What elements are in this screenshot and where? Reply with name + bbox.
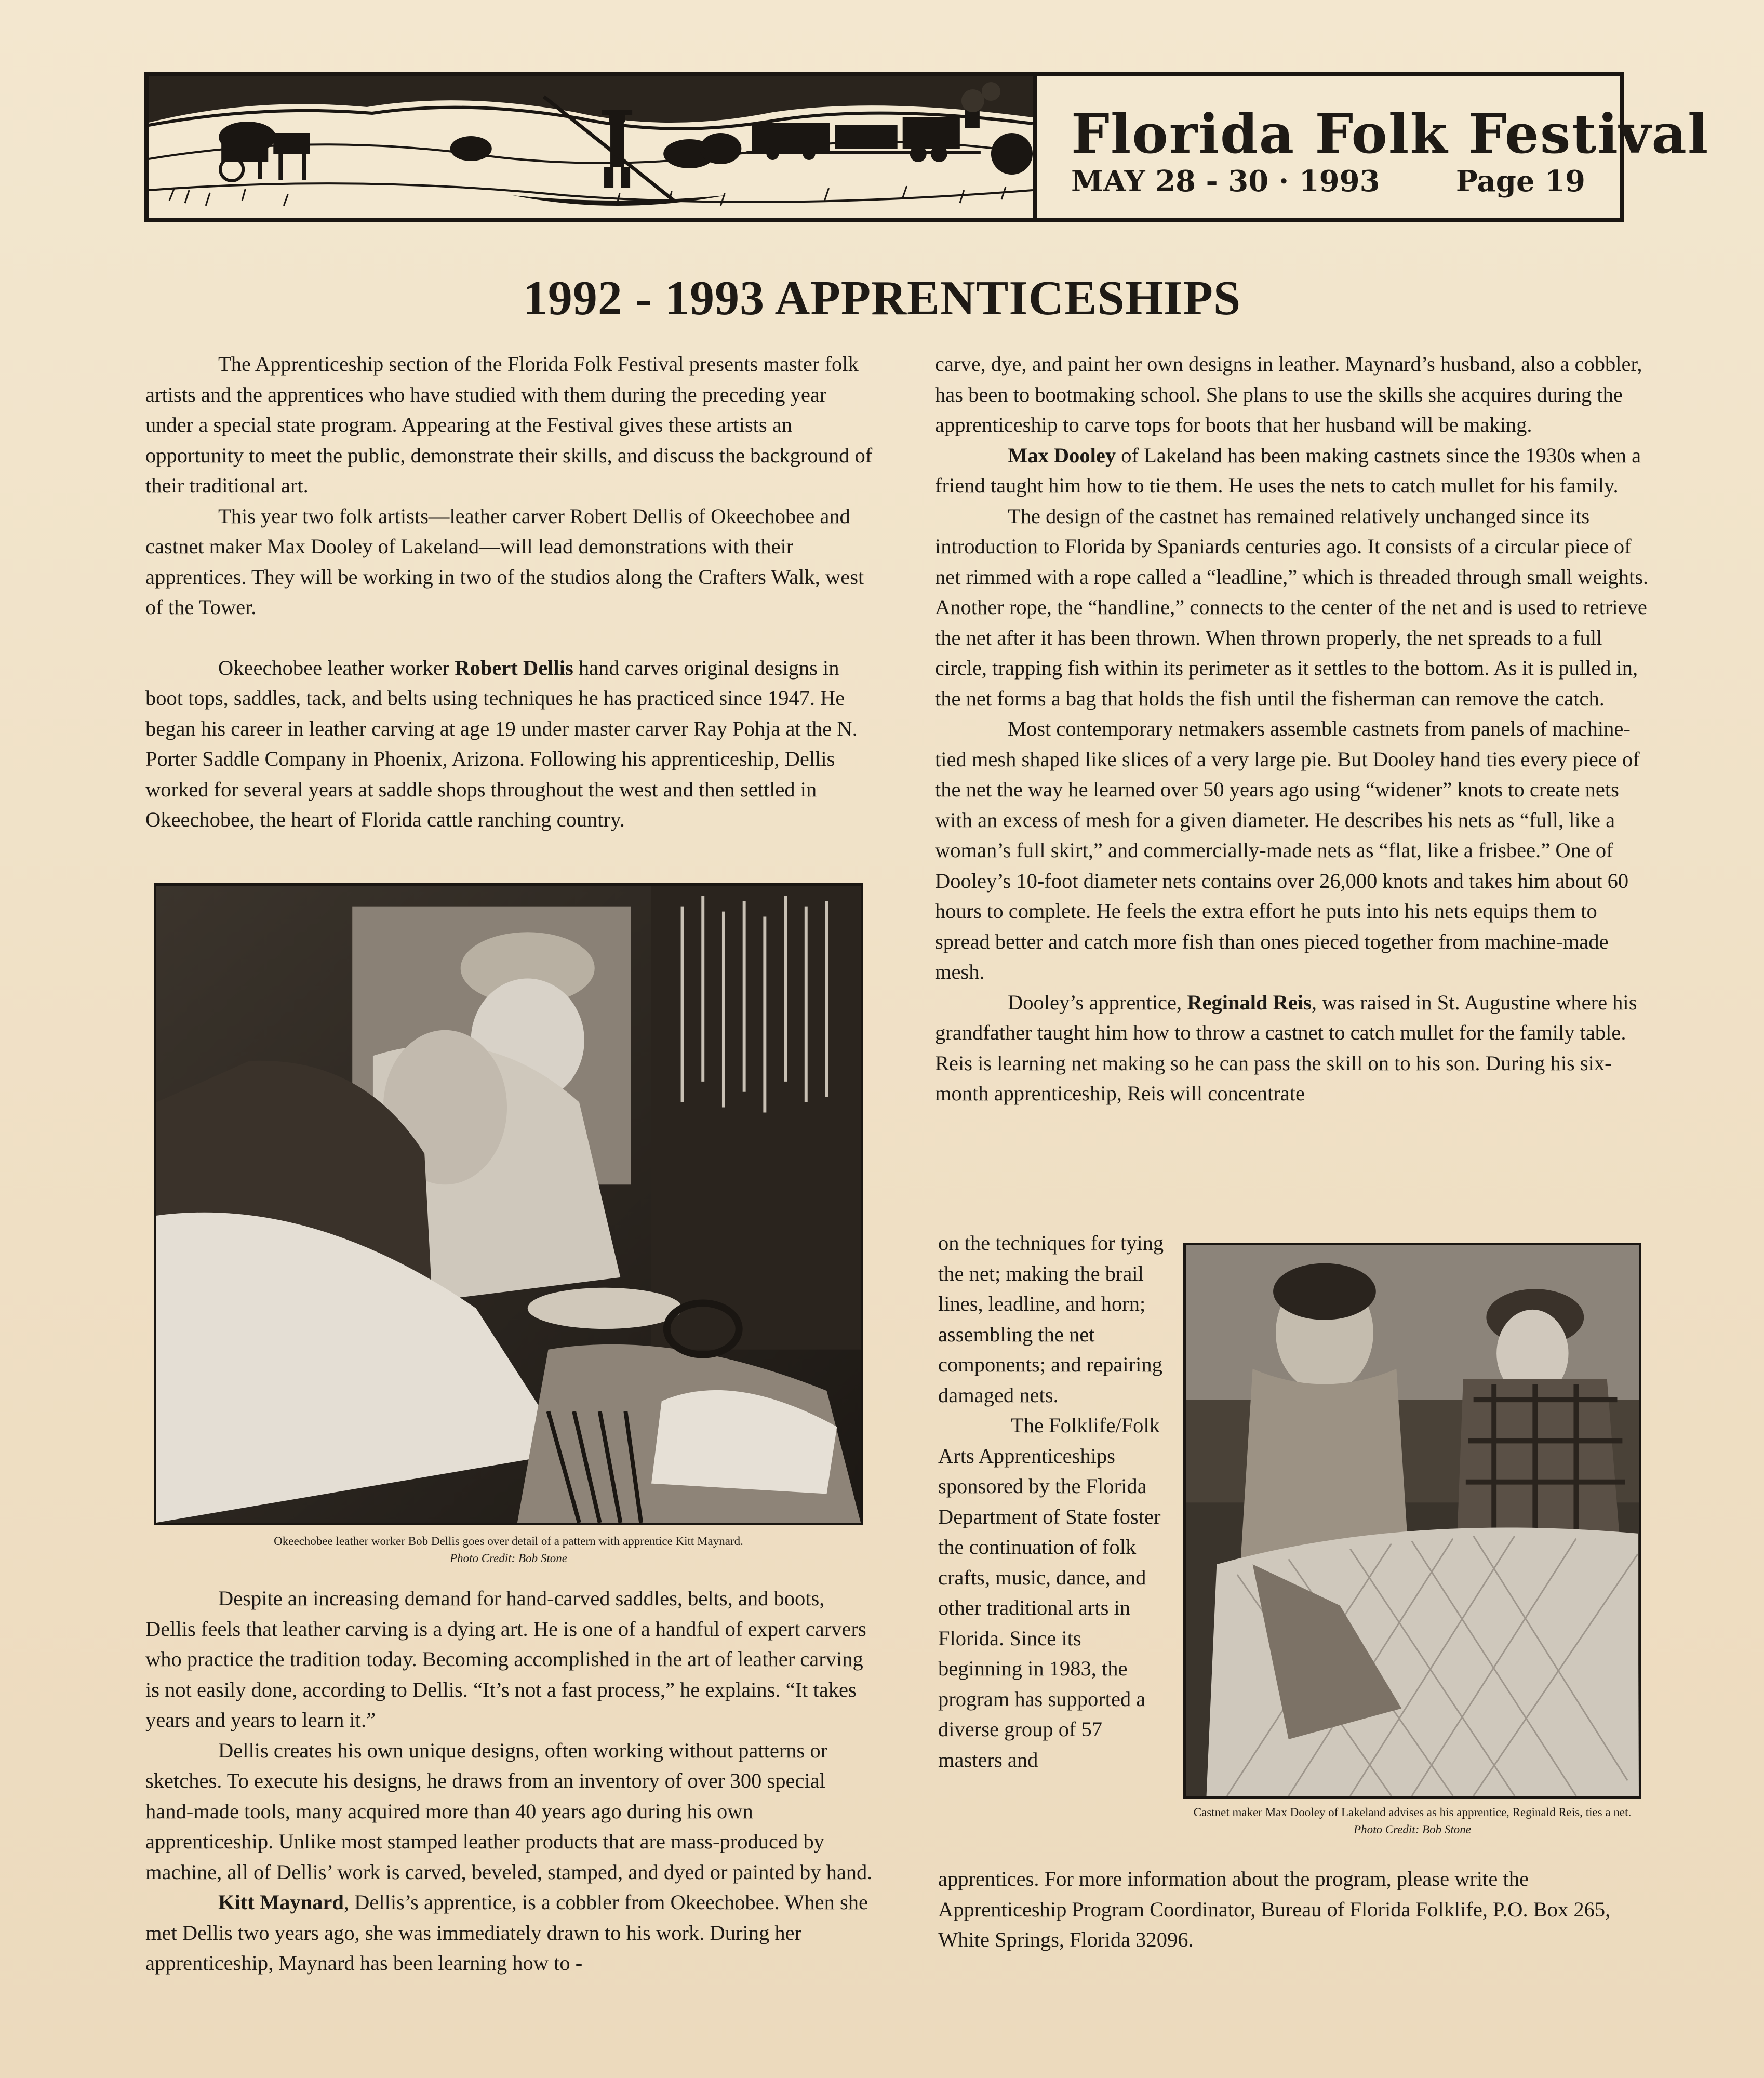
paragraph: Despite an increasing demand for hand-carved saddles, belts, and boots, Dellis feels that leather carving is a dying art. He is one of a handful of expert carvers who practice the tradition today. Becoming accomplished in the art of leather carving is not easily done, according to Dellis. “It’s not a fast process,” he explains. “It takes years and years to learn it.”	[145, 1587, 866, 1731]
headline: 1992 - 1993 APPRENTICESHIPS	[523, 271, 1241, 325]
paragraph: apprentices. For more information about the program, please write the Apprenticeship Program Coordinator, Bureau of Florida Folklife, P.O. Box 265, White Springs, Florida 32096.	[938, 1867, 1611, 1951]
castnet-photo	[1186, 1245, 1639, 1796]
paragraph: Dooley’s apprentice, Reginald Reis, was raised in St. Augustine where his grandfather taught him how to throw a castnet to catch mullet for the family table. Reis is learning net making so he can pass the skill on to his son. During his six- month apprenticeship, Reis will concentrate	[935, 990, 1637, 1105]
masthead	[144, 72, 1709, 222]
apprentice-name: Reginald Reis	[1187, 990, 1312, 1014]
photo2-caption: Castnet maker Max Dooley of Lakeland advises as his apprentice, Reginald Reis, ties a net. Photo Credit: Bob Stone	[1193, 1806, 1632, 1836]
left-column-top	[145, 349, 873, 835]
right-column-wrap	[938, 1228, 1167, 1775]
photo1-credit: Photo Credit: Bob Stone	[450, 1552, 567, 1565]
photo2-credit: Photo Credit: Bob Stone	[1354, 1823, 1471, 1836]
paragraph: carve, dye, and paint her own designs in leather. Maynard’s husband, also a cobbler, has been to bootmaking school. She plans to use the skills she acquires during the apprenticeship to carve tops for boots that her husband will be making.	[935, 352, 1642, 436]
paragraph: The Apprenticeship section of the Florida Folk Festival presents master folk artists and the apprentices who have studied with them during the preceding year under a special state program. Appearing at the Festival gives these artists an opportunity to meet the public, demonstrate their skills, and discuss the background of their traditional art.	[145, 352, 873, 497]
page-number: Page 19	[1455, 164, 1585, 198]
paragraph: Okeechobee leather worker Robert Dellis hand carves original designs in boot tops, saddles, tack, and belts using techniques he has practiced since 1947. He began his career in leather carving at age 19 under master carver Ray Pohja at the N. Porter Saddle Company in Phoenix, Arizona. Following his apprenticeship, Dellis worked for several years at saddle shops throughout the west and then settled in Okeechobee, the heart of Florida cattle ranching country.	[145, 656, 858, 831]
paragraph: The Folklife/Folk Arts Apprenticeships sponsored by the Florida Department of State foster the continuation of folk crafts, music, dance, and other traditional arts in Florida. Since its beginning in 1983, the program has supported a diverse group of 57 masters and	[938, 1414, 1161, 1771]
issue-date: MAY 28 - 30 · 1993	[1071, 164, 1380, 198]
left-column-bottom	[145, 1583, 873, 1979]
paragraph: Kitt Maynard, Dellis’s apprentice, is a cobbler from Okeechobee. When she met Dellis two years ago, she was immediately drawn to his work. During her apprenticeship, Maynard has been learning how to -	[145, 1890, 868, 1975]
leather-carving-photo	[156, 886, 861, 1523]
paragraph: Dellis creates his own unique designs, often working without patterns or sketches. To execute his designs, he draws from an inventory of over 300 special hand-made tools, many acquired more than 40 years ago during his own apprenticeship. Unlike most stamped leather products that are mass-produced by machine, all of Dellis’ work is carved, beveled, stamped, and dyed or painted by hand.	[145, 1738, 873, 1884]
photo-leather-carving	[154, 883, 863, 1525]
photo1-caption: Okeechobee leather worker Bob Dellis goes over detail of a pattern with apprentice Kitt Maynard. Photo Credit: Bob Stone	[274, 1535, 743, 1565]
right-column-top	[935, 349, 1652, 1109]
artist-name: Robert Dellis	[455, 656, 573, 680]
masthead-illustration	[149, 76, 1037, 218]
paragraph: The design of the castnet has remained relatively unchanged since its introduction to Florida by Spaniards centuries ago. It consists of a circular piece of net rimmed with a rope called a “leadline,” which is threaded through small weights. Another rope, the “handline,” connects to the center of the net and is used to retrieve the net after it has been thrown. When thrown properly, the net spreads to a full circle, trapping fish within its perimeter as it settles to the bottom. As it is pulled in, the net forms a bag that holds the fish until the fisherman can remove the catch.	[935, 504, 1649, 710]
masthead-title-block	[1037, 76, 1709, 218]
artist-name: Max Dooley	[1008, 443, 1116, 467]
apprentice-name: Kitt Maynard	[218, 1890, 344, 1914]
paragraph: on the techniques for tying the net; making the brail lines, leadline, and horn; assembling the net components; and repairing damaged nets.	[938, 1231, 1164, 1407]
right-column-closing	[938, 1864, 1655, 1955]
paragraph: Most contemporary netmakers assemble castnets from panels of machine-tied mesh shaped like slices of a very large pie. But Dooley hand ties every piece of the net the way he learned over 50 years ago using “widener” knots to create nets with an excess of mesh for a given diameter. He describes his nets as “full, like a woman’s full skirt,” and commercially-made nets as “flat, like a frisbee.” One of Dooley’s 10-foot diameter nets contains over 26,000 knots and takes him about 60 hours to complete. He feels the extra effort he puts into his nets equips them to spread better and catch more fish than ones pieced together from machine-made mesh.	[935, 717, 1640, 983]
photo-castnet	[1183, 1243, 1641, 1799]
paragraph: This year two folk artists—leather carver Robert Dellis of Okeechobee and castnet maker Max Dooley of Lakeland—will lead demonstrations with their apprentices. They will be working in two of the studios along the Crafters Walk, west of the Tower.	[145, 504, 864, 619]
publication-name: Florida Folk Festival	[1071, 102, 1709, 166]
pioneer-scene-illustration	[149, 76, 1033, 218]
paragraph: Max Dooley of Lakeland has been making castnets since the 1930s when a friend taught him how to tie them. He uses the nets to catch mullet for his family.	[935, 443, 1641, 497]
